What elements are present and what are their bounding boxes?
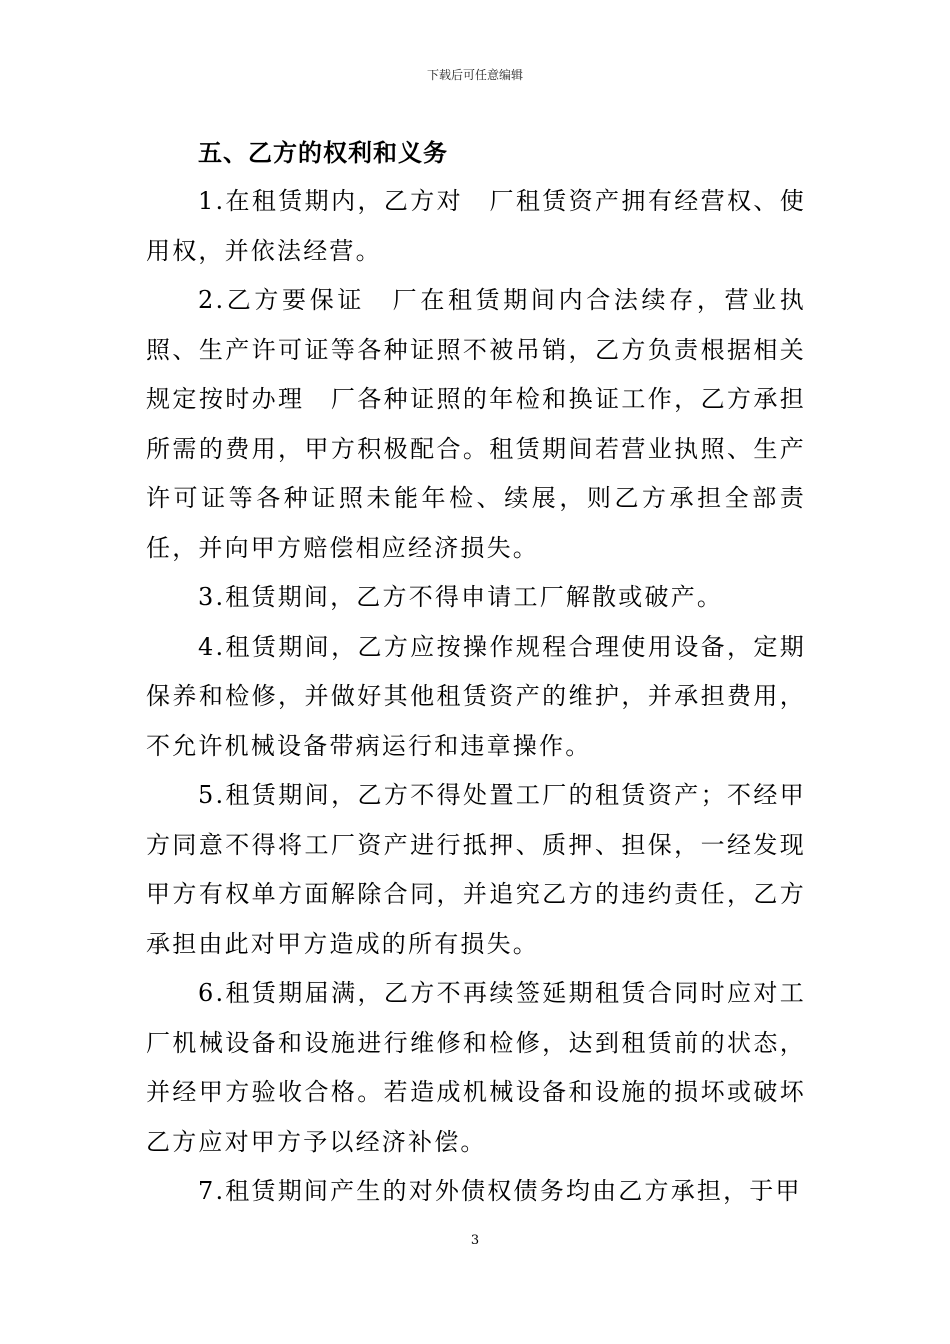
clause-1: 1.在租赁期内，乙方对 厂租赁资产拥有经营权、使用权，并依法经营。 bbox=[146, 187, 806, 265]
clause-6: 6.租赁期届满，乙方不再续签延期租赁合同时应对工厂机械设备和设施进行维修和检修，达到租赁前的状态，并经甲方验收合格。若造成机械设备和设施的损坏或破坏乙方应对甲方予以经济补偿。 bbox=[146, 979, 806, 1156]
clause-5: 5.租赁期间，乙方不得处置工厂的租赁资产；不经甲方同意不得将工厂资产进行抵押、质押、担保，一经发现甲方有权单方面解除合同，并追究乙方的违约责任，乙方承担由此对甲方造成的所有损失。 bbox=[146, 781, 806, 958]
clause-3: 3.租赁期间，乙方不得申请工厂解散或破产。 bbox=[198, 583, 724, 611]
section-title: 五、乙方的权利和义务 bbox=[198, 138, 448, 167]
header-note: 下载后可任意编辑 bbox=[426, 68, 523, 82]
clause-2: 2.乙方要保证 厂在租赁期间内合法续存，营业执照、生产许可证等各种证照不被吊销，乙方负责根据相关规定按时办理 厂各种证照的年检和换证工作，乙方承担所需的费用，甲方积极配合。租赁期间若营业执照、生产许可证等各种证照未能年检、续展，则乙方承担全部责任，并向甲方赔偿相应经济损失。 bbox=[146, 286, 806, 562]
document-body bbox=[146, 128, 806, 1217]
clause-4: 4.租赁期间，乙方应按操作规程合理使用设备，定期保养和检修，并做好其他租赁资产的维护，并承担费用，不允许机械设备带病运行和违章操作。 bbox=[146, 632, 806, 760]
page-number: 3 bbox=[470, 1233, 480, 1248]
clause-7: 7.租赁期间产生的对外债权债务均由乙方承担，于甲 bbox=[198, 1177, 802, 1205]
